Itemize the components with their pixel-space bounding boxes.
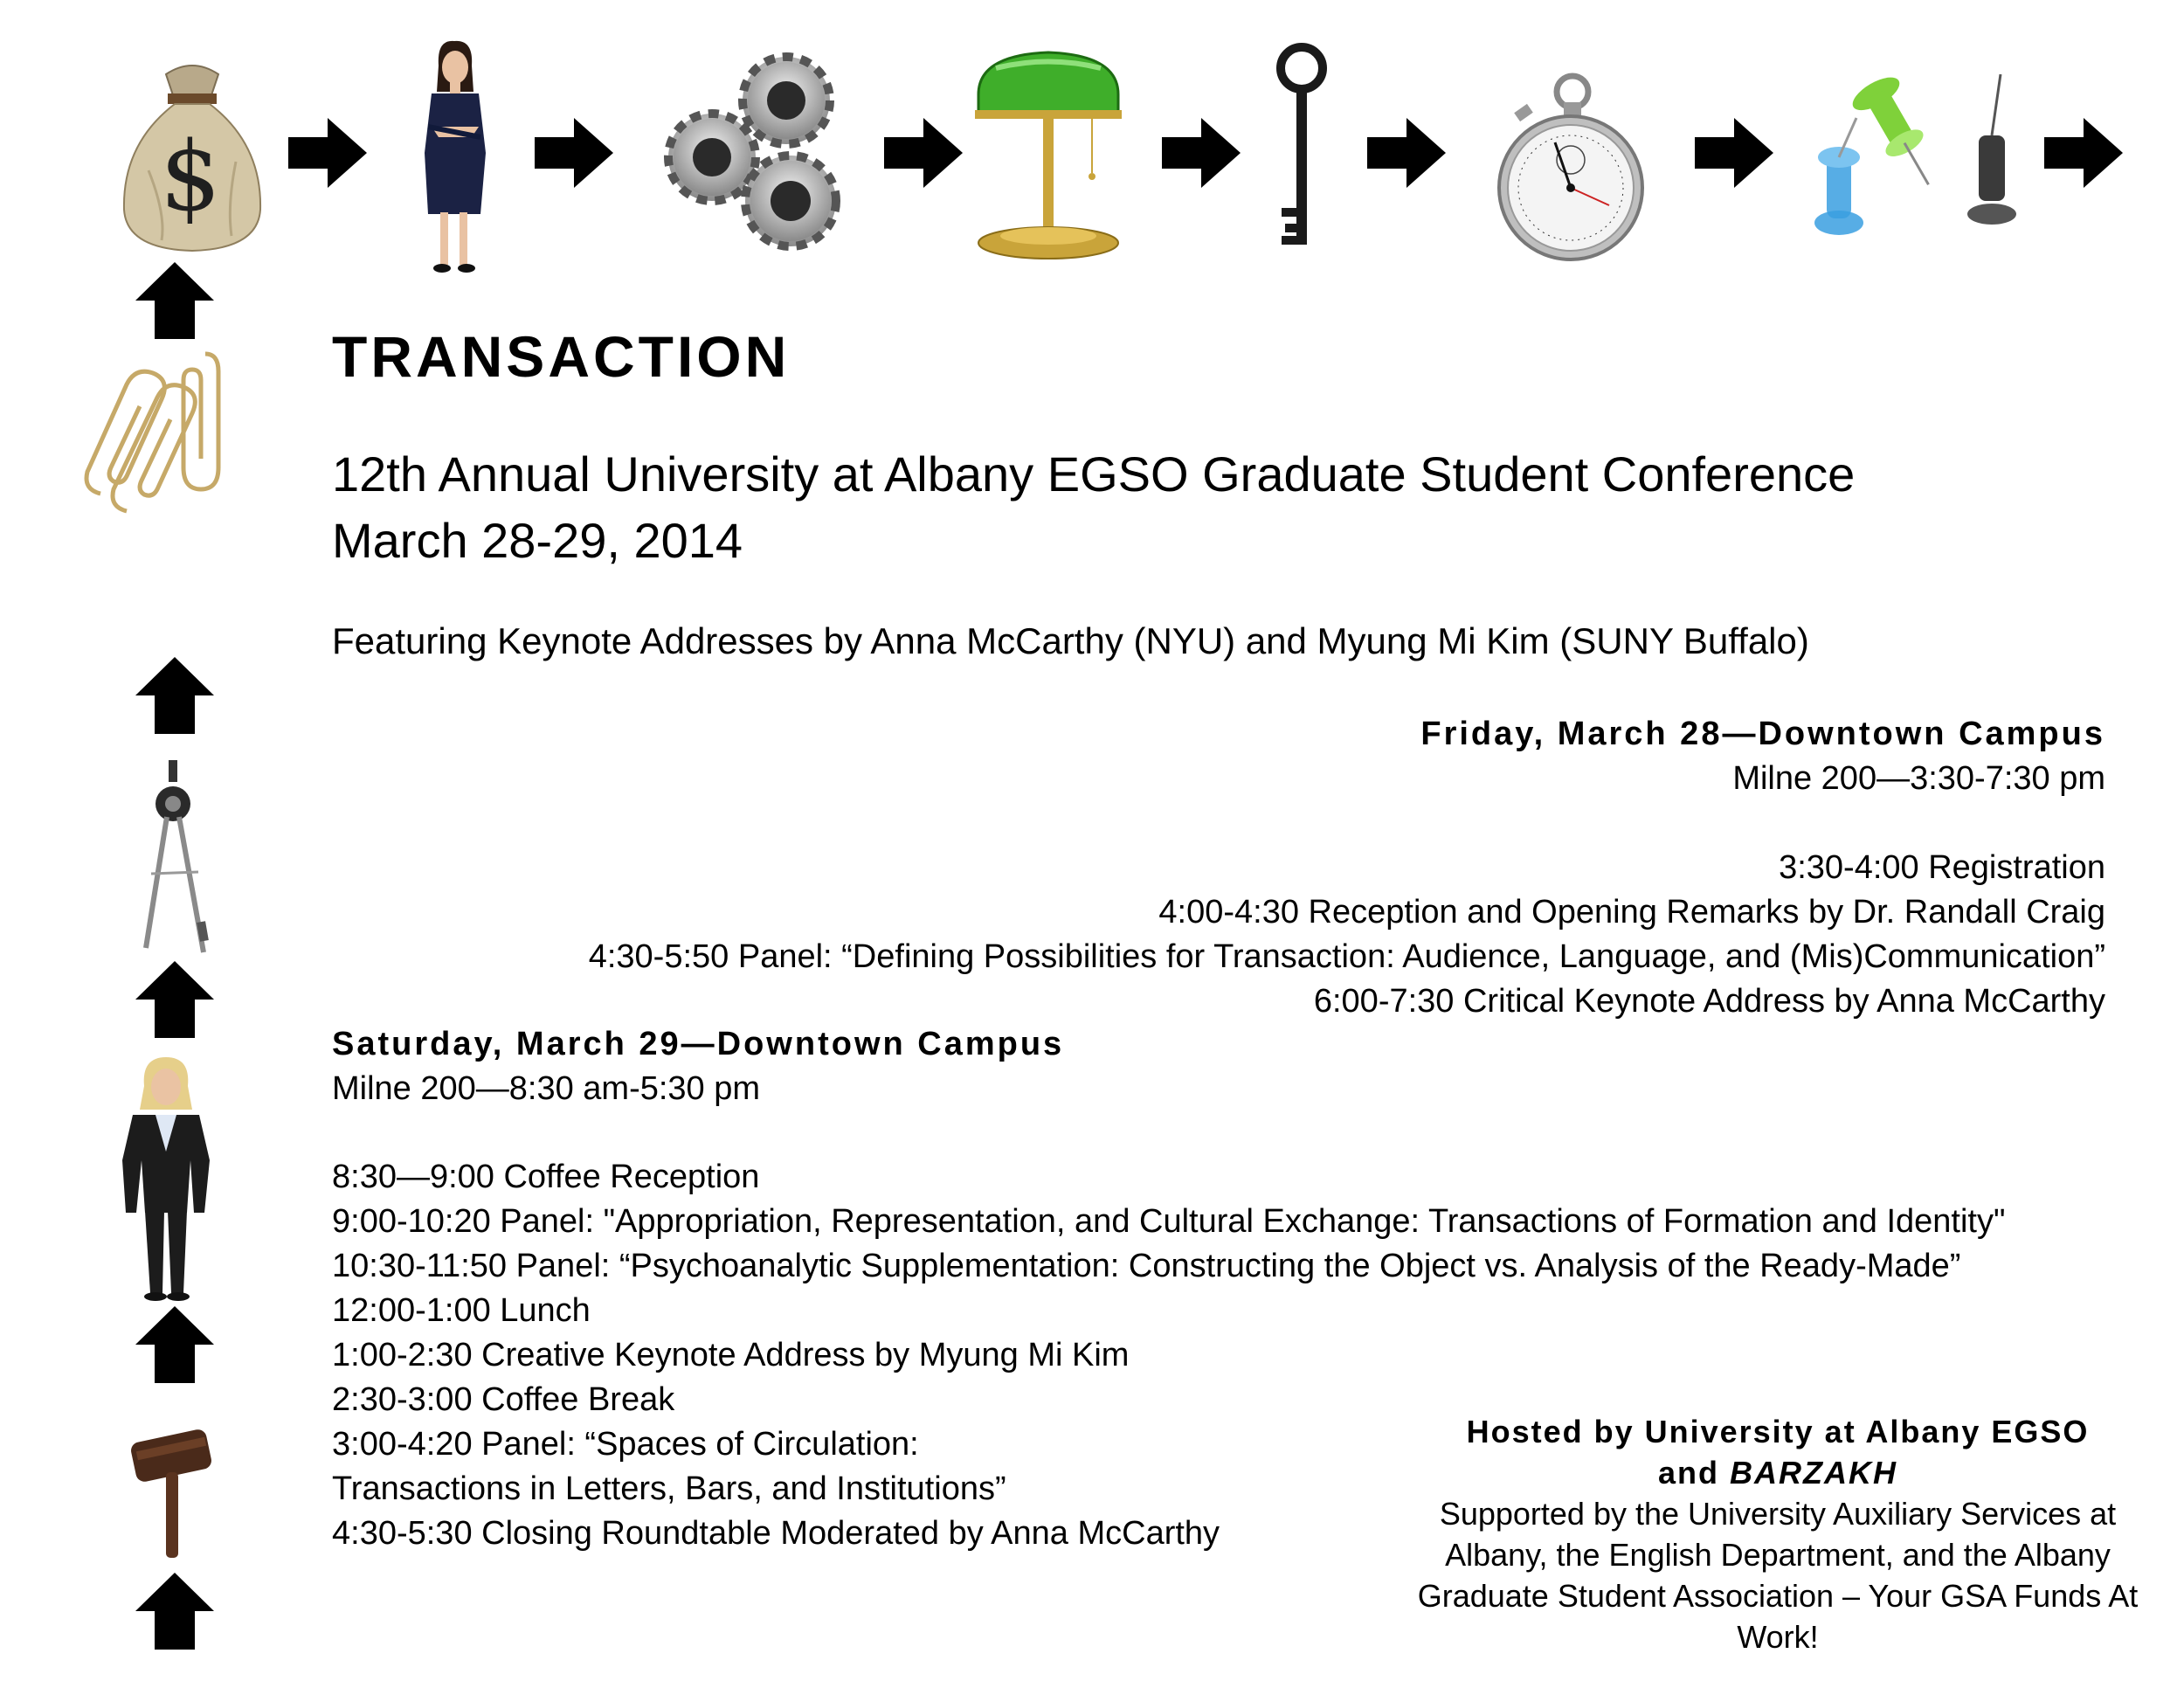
schedule-item: 8:30—9:00 Coffee Reception [332,1159,760,1195]
arrow-up-2 [135,657,214,734]
arrow-right-3 [884,118,963,188]
schedule-item: 4:30-5:50 Panel: “Defining Possibilities for Transaction: Audience, Language, and (Mis)Communication” [588,938,2105,975]
arrow-up-3 [135,961,214,1038]
page-title: TRANSACTION [332,324,791,389]
keynote-speakers: Featuring Keynote Addresses by Anna McCarthy (NYU) and Myung Mi Kim (SUNY Buffalo) [332,620,1809,661]
drafting-compass-icon [135,760,214,961]
schedule-item: 10:30-11:50 Panel: “Psychoanalytic Supplementation: Constructing the Object vs. Analysis of the Ready-Made” [332,1248,1961,1284]
arrow-right-6 [1695,118,1773,188]
woman-casual-icon [411,39,498,275]
arrow-right-1 [288,118,367,188]
conference-subtitle [332,441,2079,574]
schedule-item: 1:00-2:30 Creative Keynote Address by Myung Mi Kim [332,1337,1130,1373]
arrow-right-4 [1162,118,1241,188]
host-line: Hosted by University at Albany EGSO [1466,1414,2090,1449]
gears-icon [660,52,852,258]
gavel-icon [131,1429,214,1560]
schedule-item: 3:00-4:20 Panel: “Spaces of Circulation: [332,1426,919,1463]
schedule-item: 2:30-3:00 Coffee Break [332,1381,675,1418]
schedule-item: Transactions in Letters, Bars, and Institutions” [332,1470,1006,1507]
support-text: Supported by the University Auxiliary Services at Albany, the English Department, and the Albany Graduate Student Association – Your GSA Funds At Work! [1417,1496,2139,1655]
bankers-lamp-icon [961,42,1136,265]
schedule-item: 3:30-4:00 Registration [1779,849,2105,886]
money-bag-icon [114,39,271,253]
schedule-item: 4:30-5:30 Closing Roundtable Moderated by Anna McCarthy [332,1515,1220,1552]
schedule-item: 4:00-4:30 Reception and Opening Remarks by Dr. Randall Craig [1158,894,2105,930]
schedule-item: 9:00-10:20 Panel: "Appropriation, Representation, and Cultural Exchange: Transactions of Formation and Identity" [332,1203,2006,1240]
host-prefix: and [1658,1455,1731,1491]
sponsor-credits [1415,1411,2140,1657]
conference-name: 12th Annual University at Albany EGSO Graduate Student Conference [332,446,1856,502]
arrow-right-5 [1367,118,1446,188]
conference-dates: March 28-29, 2014 [332,513,743,568]
arrow-right-7 [2044,118,2123,188]
host-line-2 [1415,1452,2140,1493]
friday-schedule [589,846,2105,1024]
stopwatch-icon [1494,66,1647,266]
arrow-up-5 [135,1573,214,1650]
arrow-right-2 [535,118,613,188]
paper-clips-icon [74,345,258,520]
arrow-up-4 [135,1306,214,1383]
barzakh-name: BARZAKH [1730,1455,1897,1491]
schedule-item: 12:00-1:00 Lunch [332,1292,591,1329]
money-symbol: $ [160,121,221,232]
schedule-item: 6:00-7:30 Critical Keynote Address by Anna McCarthy [1313,983,2105,1020]
businesswoman-icon [114,1055,218,1304]
arrow-up-1 [135,262,214,339]
friday-heading: Friday, March 28—Downtown Campus [1420,716,2105,752]
saturday-venue: Milne 200—8:30 am-5:30 pm [332,1070,761,1107]
friday-venue: Milne 200—3:30-7:30 pm [1732,760,2105,797]
saturday-heading: Saturday, March 29—Downtown Campus [332,1026,1065,1062]
push-pins-icon [1804,74,2022,240]
skeleton-key-icon [1271,42,1332,252]
